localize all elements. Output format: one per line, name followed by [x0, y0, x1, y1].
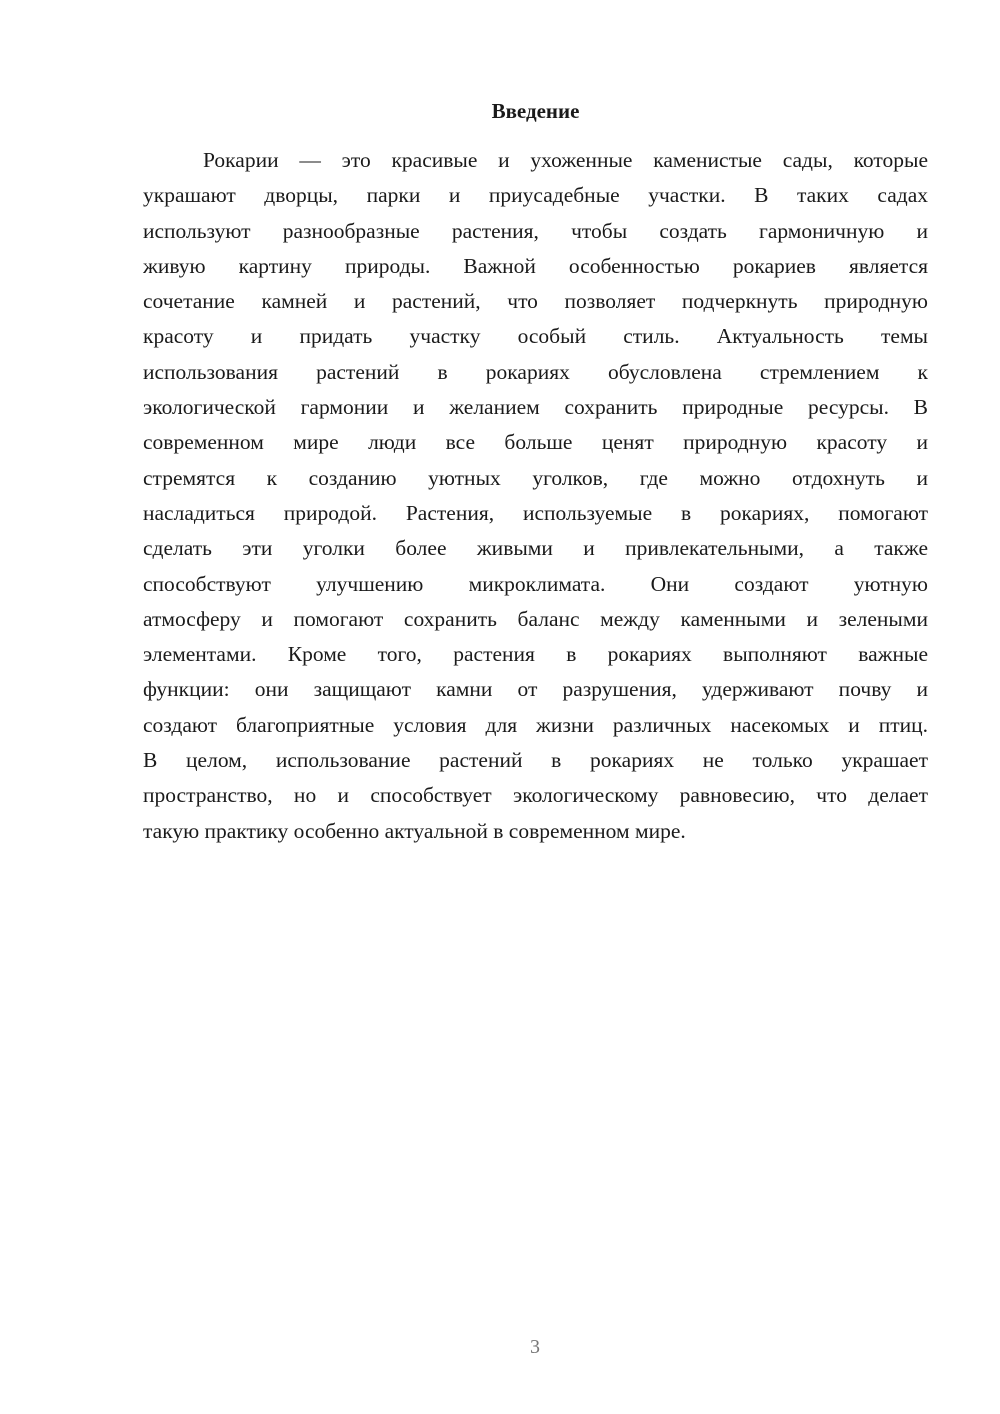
paragraph-line: сделать эти уголки более живыми и привлекательными, а также: [143, 536, 928, 561]
paragraph-line: пространство, но и способствует экологическому равновесию, что делает: [143, 783, 928, 808]
body-paragraph: [143, 143, 928, 849]
section-heading: Введение: [491, 99, 580, 123]
paragraph-line: создают благоприятные условия для жизни различных насекомых и птиц.: [143, 712, 928, 737]
paragraph-line: красоту и придать участку особый стиль. Актуальность темы: [143, 324, 928, 349]
paragraph-line: функции: они защищают камни от разрушения, удерживают почву и: [143, 677, 928, 702]
paragraph-line: экологической гармонии и желанием сохранить природные ресурсы. В: [143, 395, 928, 420]
paragraph-line: способствуют улучшению микроклимата. Они создают уютную: [143, 571, 928, 596]
paragraph-line: украшают дворцы, парки и приусадебные участки. В таких садах: [143, 183, 928, 208]
page-number: 3: [530, 1336, 540, 1358]
paragraph-line: стремятся к созданию уютных уголков, где можно отдохнуть и: [143, 465, 928, 490]
paragraph-line: насладиться природой. Растения, используемые в рокариях, помогают: [143, 500, 928, 525]
paragraph-line: такую практику особенно актуальной в современном мире.: [143, 818, 686, 843]
paragraph-line: используют разнообразные растения, чтобы создать гармоничную и: [143, 218, 928, 243]
paragraph-line: сочетание камней и растений, что позволяет подчеркнуть природную: [143, 289, 928, 314]
paragraph-line: современном мире люди все больше ценят природную красоту и: [143, 430, 928, 455]
paragraph-line: использования растений в рокариях обусловлена стремлением к: [143, 359, 928, 384]
paragraph-line: живую картину природы. Важной особенностью рокариев является: [143, 253, 928, 278]
paragraph-line: элементами. Кроме того, растения в рокариях выполняют важные: [143, 642, 928, 667]
paragraph-line: В целом, использование растений в рокариях не только украшает: [143, 748, 928, 773]
paragraph-line: Рокарии — это красивые и ухоженные каменистые сады, которые: [203, 148, 928, 172]
paragraph-line: атмосферу и помогают сохранить баланс между каменными и зелеными: [143, 606, 928, 631]
